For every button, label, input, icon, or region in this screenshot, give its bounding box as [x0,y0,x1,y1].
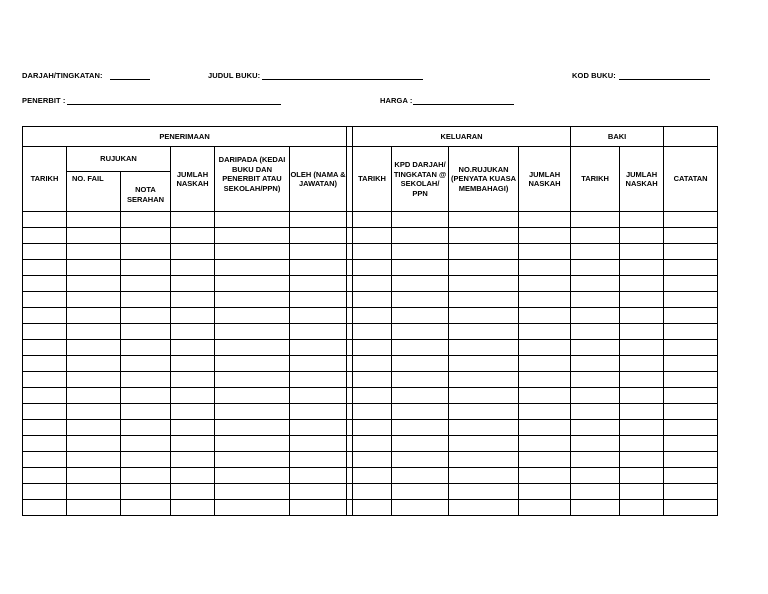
table-cell[interactable] [620,340,664,356]
table-cell[interactable] [353,356,392,372]
table-cell[interactable] [290,308,347,324]
table-cell[interactable] [290,452,347,468]
table-cell[interactable] [449,340,519,356]
table-cell[interactable] [449,436,519,452]
table-cell[interactable] [392,244,449,260]
table-cell[interactable] [121,308,171,324]
table-row [23,388,718,404]
table-cell[interactable] [392,324,449,340]
table-cell[interactable] [664,372,718,388]
table-cell[interactable] [215,452,290,468]
table-cell[interactable] [519,260,571,276]
table-cell[interactable] [67,308,121,324]
table-cell[interactable] [449,404,519,420]
table-row [23,436,718,452]
col-jumlah-naskah-baki: JUMLAH NASKAH [620,147,664,212]
table-cell[interactable] [664,244,718,260]
table-cell[interactable] [353,420,392,436]
table-cell[interactable] [171,452,215,468]
table-cell[interactable] [23,260,67,276]
table-cell[interactable] [392,468,449,484]
table-cell[interactable] [23,468,67,484]
table-cell[interactable] [171,388,215,404]
table-cell[interactable] [620,308,664,324]
table-cell[interactable] [519,212,571,228]
table-cell[interactable] [353,468,392,484]
table-cell[interactable] [519,292,571,308]
col-tarikh-penerimaan: TARIKH [23,147,67,212]
subheader-row [23,147,718,172]
table-row [23,468,718,484]
table-cell[interactable] [519,420,571,436]
judul-field[interactable] [262,79,423,80]
darjah-label: DARJAH/TINGKATAN: [22,71,103,80]
table-cell[interactable] [571,404,620,420]
table-cell[interactable] [215,292,290,308]
harga-label: HARGA : [380,96,413,105]
table-cell[interactable] [290,276,347,292]
table-cell[interactable] [392,356,449,372]
table-cell[interactable] [67,484,121,500]
table-cell[interactable] [449,468,519,484]
table-cell[interactable] [571,420,620,436]
table-cell[interactable] [392,372,449,388]
table-cell[interactable] [171,244,215,260]
table-cell[interactable] [519,452,571,468]
table-cell[interactable] [353,324,392,340]
table-cell[interactable] [519,436,571,452]
table-cell[interactable] [392,420,449,436]
table-row [23,212,718,228]
table-cell[interactable] [67,260,121,276]
table-cell[interactable] [519,228,571,244]
table-cell[interactable] [620,468,664,484]
table-cell[interactable] [392,404,449,420]
table-cell[interactable] [449,388,519,404]
table-cell[interactable] [67,372,121,388]
table-cell[interactable] [23,420,67,436]
table-cell[interactable] [23,436,67,452]
table-cell[interactable] [121,500,171,516]
table-cell[interactable] [449,372,519,388]
table-cell[interactable] [215,212,290,228]
table-cell[interactable] [571,452,620,468]
table-cell[interactable] [664,468,718,484]
table-cell[interactable] [23,452,67,468]
table-cell[interactable] [392,452,449,468]
table-cell[interactable] [620,500,664,516]
table-cell[interactable] [171,468,215,484]
table-cell[interactable] [171,276,215,292]
table-cell[interactable] [664,276,718,292]
table-row [23,308,718,324]
table-row [23,324,718,340]
table-cell[interactable] [664,340,718,356]
group-header-row [23,127,718,147]
table-cell[interactable] [571,388,620,404]
table-cell[interactable] [67,292,121,308]
table-cell[interactable] [519,244,571,260]
table-cell[interactable] [290,420,347,436]
table-row [23,452,718,468]
table-row [23,372,718,388]
table-cell[interactable] [392,292,449,308]
table-cell[interactable] [353,372,392,388]
table-cell[interactable] [121,244,171,260]
col-tarikh-keluaran: TARIKH [353,147,392,212]
table-cell[interactable] [392,388,449,404]
table-cell[interactable] [215,356,290,372]
table-cell[interactable] [171,436,215,452]
table-cell[interactable] [23,276,67,292]
table-cell[interactable] [290,292,347,308]
table-cell[interactable] [664,404,718,420]
table-cell[interactable] [449,228,519,244]
col-no-fail: NO. FAIL [67,172,121,212]
table-cell[interactable] [121,276,171,292]
table-cell[interactable] [353,292,392,308]
table-cell[interactable] [171,324,215,340]
table-row [23,500,718,516]
table-cell[interactable] [664,260,718,276]
penerbit-label: PENERBIT : [22,96,66,105]
table-cell[interactable] [571,308,620,324]
table-cell[interactable] [121,228,171,244]
table-cell[interactable] [620,372,664,388]
table-cell[interactable] [215,276,290,292]
table-cell[interactable] [620,228,664,244]
table-cell[interactable] [449,452,519,468]
table-cell[interactable] [23,212,67,228]
table-cell[interactable] [23,244,67,260]
table-cell[interactable] [290,324,347,340]
table-cell[interactable] [171,372,215,388]
table-cell[interactable] [353,404,392,420]
group-keluaran: KELUARAN [353,127,571,147]
table-cell[interactable] [353,212,392,228]
table-cell[interactable] [620,276,664,292]
table-cell[interactable] [571,356,620,372]
table-cell[interactable] [290,388,347,404]
table-cell[interactable] [353,500,392,516]
col-catatan: CATATAN [664,147,718,212]
table-cell[interactable] [392,500,449,516]
table-cell[interactable] [664,228,718,244]
table-cell[interactable] [171,356,215,372]
table-row [23,260,718,276]
table-cell[interactable] [290,260,347,276]
table-cell[interactable] [392,260,449,276]
table-cell[interactable] [121,356,171,372]
table-cell[interactable] [290,436,347,452]
table-cell[interactable] [519,500,571,516]
table-cell[interactable] [620,292,664,308]
table-cell[interactable] [571,228,620,244]
kod-field[interactable] [619,79,710,80]
table-cell[interactable] [171,212,215,228]
table-cell[interactable] [171,420,215,436]
table-cell[interactable] [449,500,519,516]
table-cell[interactable] [664,500,718,516]
col-no-rujukan: NO.RUJUKAN (PENYATA KUASA MEMBAHAGI) [449,147,519,212]
table-cell[interactable] [392,484,449,500]
table-cell[interactable] [215,436,290,452]
table-cell[interactable] [519,468,571,484]
table-cell[interactable] [449,420,519,436]
table-cell[interactable] [571,276,620,292]
col-oleh: OLEH (NAMA & JAWATAN) [290,147,347,212]
table-cell[interactable] [215,420,290,436]
table-cell[interactable] [215,308,290,324]
table-cell[interactable] [171,484,215,500]
table-cell[interactable] [23,372,67,388]
table-cell[interactable] [392,228,449,244]
table-cell[interactable] [519,356,571,372]
group-baki: BAKI [571,127,664,147]
col-jumlah-naskah-keluaran: JUMLAH NASKAH [519,147,571,212]
table-cell[interactable] [67,404,121,420]
table-cell[interactable] [449,308,519,324]
harga-field[interactable] [413,104,514,105]
table-cell[interactable] [67,356,121,372]
table-cell[interactable] [664,420,718,436]
table-cell[interactable] [23,356,67,372]
table-cell[interactable] [449,484,519,500]
table-cell[interactable] [571,340,620,356]
table-cell[interactable] [290,484,347,500]
table-cell[interactable] [449,356,519,372]
table-cell[interactable] [392,436,449,452]
table-cell[interactable] [620,324,664,340]
table-cell[interactable] [519,388,571,404]
table-row [23,356,718,372]
table-cell[interactable] [23,500,67,516]
table-cell[interactable] [353,308,392,324]
table-cell[interactable] [121,388,171,404]
table-cell[interactable] [392,308,449,324]
table-cell[interactable] [23,324,67,340]
table-cell[interactable] [215,404,290,420]
table-cell[interactable] [353,244,392,260]
darjah-field[interactable] [110,79,150,80]
table-cell[interactable] [290,500,347,516]
table-cell[interactable] [620,244,664,260]
table-cell[interactable] [171,340,215,356]
table-cell[interactable] [121,468,171,484]
table-cell[interactable] [67,500,121,516]
table-cell[interactable] [67,468,121,484]
table-row [23,244,718,260]
table-cell[interactable] [353,340,392,356]
table-row [23,484,718,500]
table-cell[interactable] [23,388,67,404]
table-cell[interactable] [353,388,392,404]
table-cell[interactable] [215,388,290,404]
table-cell[interactable] [215,260,290,276]
table-cell[interactable] [23,404,67,420]
table-cell[interactable] [664,356,718,372]
table-cell[interactable] [171,308,215,324]
table-cell[interactable] [121,372,171,388]
table-cell[interactable] [571,500,620,516]
table-cell[interactable] [353,436,392,452]
table-cell[interactable] [449,244,519,260]
record-table [22,126,718,516]
table-cell[interactable] [519,484,571,500]
table-cell[interactable] [67,228,121,244]
table-cell[interactable] [353,260,392,276]
table-cell[interactable] [67,436,121,452]
table-cell[interactable] [353,452,392,468]
table-cell[interactable] [121,292,171,308]
table-cell[interactable] [664,212,718,228]
table-cell[interactable] [23,308,67,324]
table-row [23,404,718,420]
table-cell[interactable] [171,500,215,516]
table-cell[interactable] [121,452,171,468]
table-cell[interactable] [290,212,347,228]
table-cell[interactable] [571,212,620,228]
table-cell[interactable] [215,324,290,340]
table-cell[interactable] [290,468,347,484]
table-cell[interactable] [620,260,664,276]
table-cell[interactable] [571,324,620,340]
table-cell[interactable] [664,484,718,500]
table-cell[interactable] [290,244,347,260]
table-cell[interactable] [290,228,347,244]
table-cell[interactable] [664,436,718,452]
table-cell[interactable] [23,484,67,500]
table-cell[interactable] [121,404,171,420]
table-cell[interactable] [215,340,290,356]
table-cell[interactable] [171,292,215,308]
table-cell[interactable] [23,340,67,356]
table-cell[interactable] [664,292,718,308]
table-cell[interactable] [620,404,664,420]
kod-label: KOD BUKU: [572,71,616,80]
table-row [23,420,718,436]
table-cell[interactable] [571,292,620,308]
table-cell[interactable] [353,484,392,500]
group-penerimaan: PENERIMAAN [23,127,347,147]
table-cell[interactable] [215,484,290,500]
table-cell[interactable] [121,212,171,228]
table-cell[interactable] [215,372,290,388]
table-cell[interactable] [215,228,290,244]
table-cell[interactable] [519,372,571,388]
table-cell[interactable] [620,484,664,500]
table-cell[interactable] [664,452,718,468]
table-cell[interactable] [67,420,121,436]
table-cell[interactable] [121,484,171,500]
table-cell[interactable] [215,468,290,484]
table-cell[interactable] [67,324,121,340]
table-cell[interactable] [67,212,121,228]
table-cell[interactable] [620,388,664,404]
table-cell[interactable] [121,324,171,340]
table-cell[interactable] [121,436,171,452]
table-cell[interactable] [215,244,290,260]
table-cell[interactable] [290,404,347,420]
table-cell[interactable] [67,388,121,404]
table-cell[interactable] [121,260,171,276]
table-cell[interactable] [664,324,718,340]
table-cell[interactable] [620,420,664,436]
table-cell[interactable] [620,212,664,228]
table-cell[interactable] [67,276,121,292]
col-daripada: DARIPADA (KEDAI BUKU DAN PENERBIT ATAU SEKOLAH/PPN) [215,147,290,212]
judul-label: JUDUL BUKU: [208,71,261,80]
table-cell[interactable] [353,276,392,292]
table-cell[interactable] [519,276,571,292]
table-row [23,292,718,308]
table-cell[interactable] [392,340,449,356]
group-blank [664,127,718,147]
table-cell[interactable] [449,324,519,340]
col-jumlah-naskah-penerimaan: JUMLAH NASKAH [171,147,215,212]
table-cell[interactable] [571,436,620,452]
table-cell[interactable] [290,372,347,388]
table-cell[interactable] [519,324,571,340]
table-cell[interactable] [67,340,121,356]
table-row [23,276,718,292]
col-kpd-darjah: KPD DARJAH/ TINGKATAN @ SEKOLAH/ PPN [392,147,449,212]
table-cell[interactable] [519,308,571,324]
table-cell[interactable] [449,276,519,292]
table-cell[interactable] [392,212,449,228]
penerbit-field[interactable] [67,104,281,105]
table-cell[interactable] [121,420,171,436]
table-cell[interactable] [664,388,718,404]
table-cell[interactable] [121,340,171,356]
table-cell[interactable] [392,276,449,292]
col-tarikh-baki: TARIKH [571,147,620,212]
table-cell[interactable] [67,452,121,468]
table-row [23,228,718,244]
table-cell[interactable] [571,244,620,260]
table-cell[interactable] [620,452,664,468]
table-cell[interactable] [519,340,571,356]
table-cell[interactable] [620,436,664,452]
table-cell[interactable] [290,340,347,356]
table-row [23,340,718,356]
table-cell[interactable] [215,500,290,516]
table-cell[interactable] [353,228,392,244]
table-cell[interactable] [571,372,620,388]
table-cell[interactable] [571,260,620,276]
table-cell[interactable] [171,260,215,276]
table-cell[interactable] [290,356,347,372]
table-cell[interactable] [23,292,67,308]
table-cell[interactable] [571,484,620,500]
table-cell[interactable] [171,404,215,420]
col-nota-serahan: NOTA SERAHAN [121,172,171,212]
table-cell[interactable] [449,292,519,308]
table-cell[interactable] [449,260,519,276]
col-rujukan: RUJUKAN [67,147,171,172]
table-cell[interactable] [664,308,718,324]
table-cell[interactable] [449,212,519,228]
table-cell[interactable] [23,228,67,244]
table-cell[interactable] [67,244,121,260]
table-cell[interactable] [519,404,571,420]
table-cell[interactable] [571,468,620,484]
table-cell[interactable] [171,228,215,244]
table-cell[interactable] [620,356,664,372]
